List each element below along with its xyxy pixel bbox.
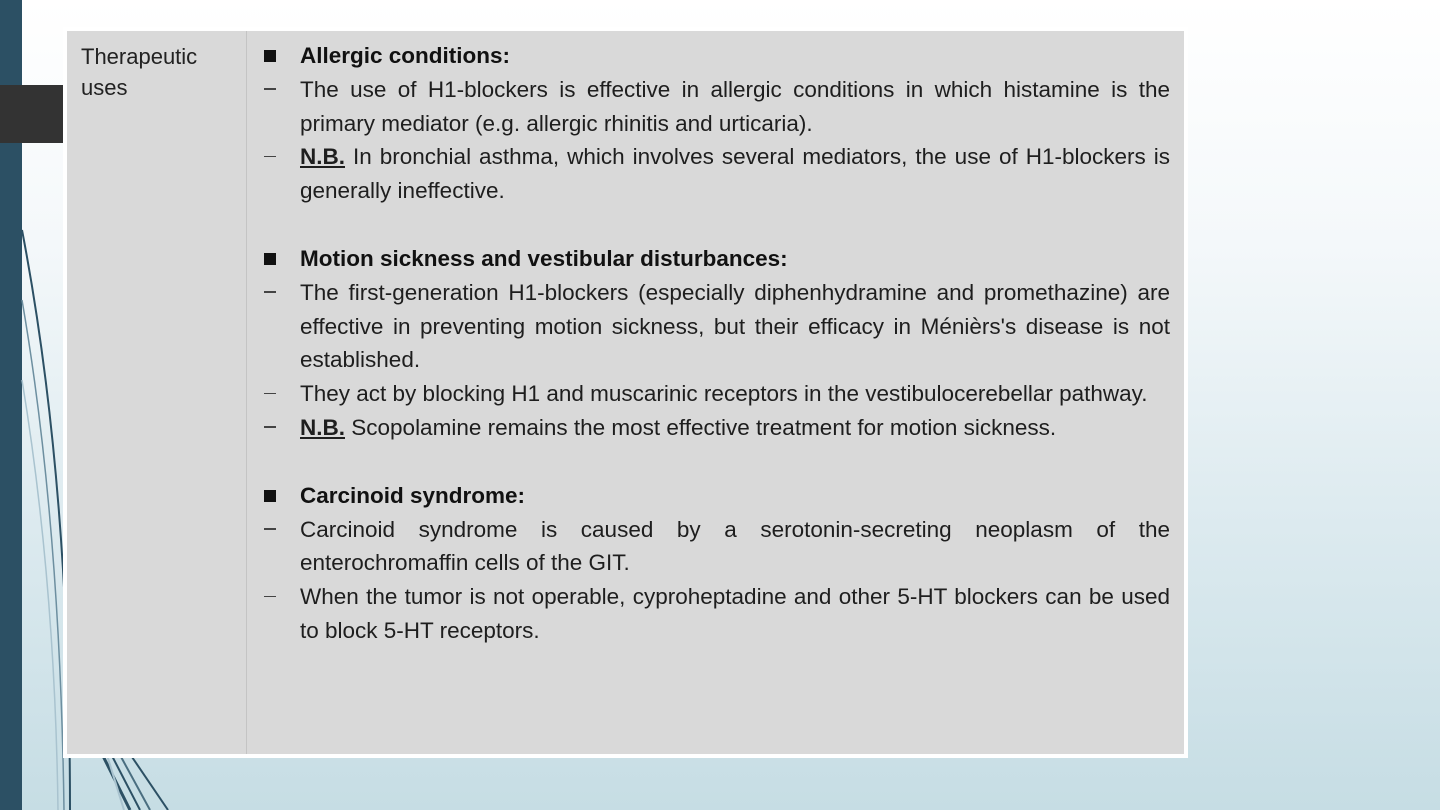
row-label: Therapeutic uses xyxy=(67,31,247,754)
section-heading xyxy=(261,242,1170,276)
nb-label: N.B. xyxy=(300,414,345,440)
table-row xyxy=(67,31,1184,754)
section xyxy=(261,39,1170,208)
section-heading-text: Allergic conditions: xyxy=(300,43,511,68)
dash-icon xyxy=(261,377,300,411)
dash-icon xyxy=(261,140,300,208)
square-bullet-icon xyxy=(261,242,300,276)
row-content xyxy=(247,31,1184,754)
dash-icon xyxy=(261,580,300,648)
section-heading xyxy=(261,479,1170,513)
section xyxy=(261,479,1170,648)
square-bullet-icon xyxy=(261,39,300,73)
section xyxy=(261,242,1170,445)
list-item xyxy=(261,140,1170,208)
dash-icon xyxy=(261,73,300,141)
list-item xyxy=(261,73,1170,141)
section-heading xyxy=(261,39,1170,73)
list-item xyxy=(261,411,1170,445)
content-table xyxy=(63,27,1188,758)
list-item xyxy=(261,377,1170,411)
list-item-text: In bronchial asthma, which involves several mediators, the use of H1-blockers is generally ineffective. xyxy=(300,144,1170,204)
section-heading-text: Carcinoid syndrome: xyxy=(300,482,526,508)
nb-label: N.B. xyxy=(300,144,345,170)
list-item xyxy=(261,580,1170,648)
dash-icon xyxy=(261,411,300,445)
list-item-text: The use of H1-blockers is effective in allergic conditions in which histamine is the primary mediator (e.g. allergic rhinitis and urticaria). xyxy=(300,76,1170,136)
list-item-text: The first-generation H1-blockers (especially diphenhydramine and promethazine) are effective in preventing motion sickness, but their efficacy in Ménièrs's disease is not established. xyxy=(300,279,1170,373)
list-item xyxy=(261,276,1170,377)
dash-icon xyxy=(261,276,300,377)
list-item-text: They act by blocking H1 and muscarinic receptors in the vestibulocerebellar pathway. xyxy=(300,381,1148,407)
list-item-text: Carcinoid syndrome is caused by a serotonin-secreting neoplasm of the enterochromaffin cells of the GIT. xyxy=(300,516,1170,576)
section-heading-text: Motion sickness and vestibular disturbances: xyxy=(300,245,788,271)
list-item-text: When the tumor is not operable, cyproheptadine and other 5-HT blockers can be used to block 5-HT receptors. xyxy=(300,584,1170,643)
dash-icon xyxy=(261,513,300,581)
dark-tab-decoration xyxy=(0,85,66,143)
list-item xyxy=(261,513,1170,581)
square-bullet-icon xyxy=(261,479,300,513)
list-item-text: Scopolamine remains the most effective treatment for motion sickness. xyxy=(351,414,1057,440)
